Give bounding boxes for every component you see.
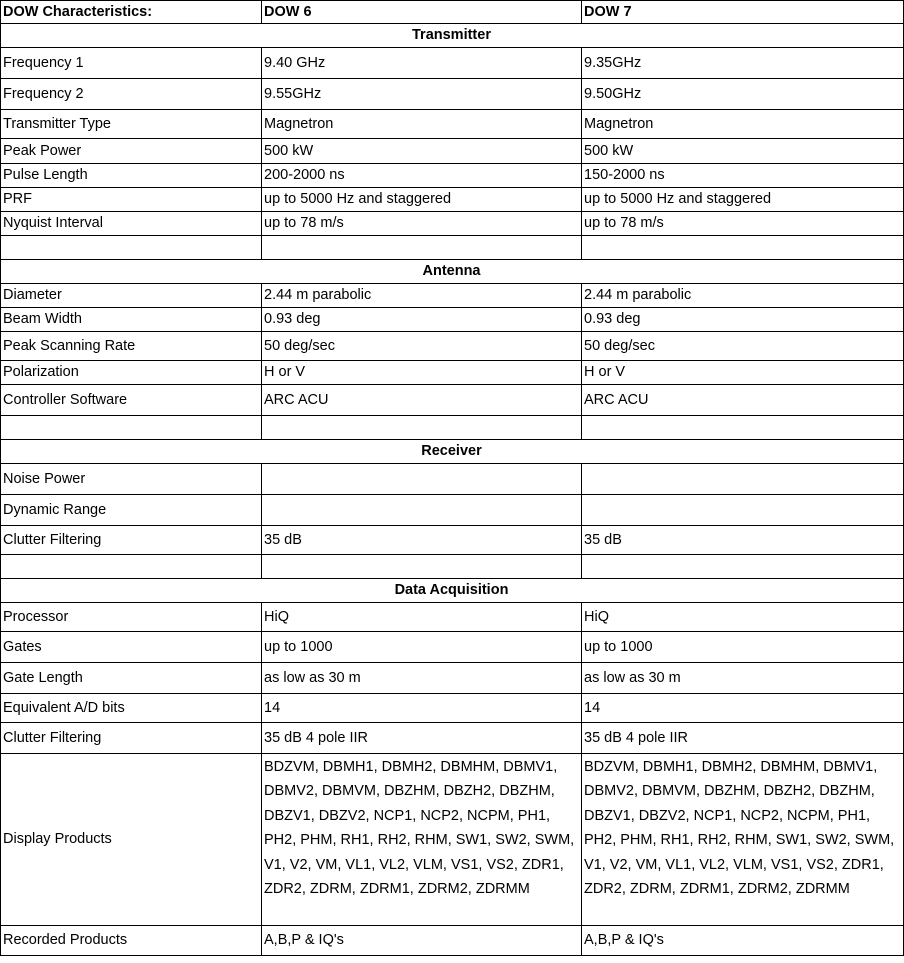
row-dow7-value: H or V [582,361,904,385]
table-row [1,385,904,416]
row-label: Beam Width [1,308,262,332]
row-dow7-value: BDZVM, DBMH1, DBMH2, DBMHM, DBMV1, DBMV2, DBMVM, DBZHM, DBZH2, DBZHM, DBZV1, DBZV2, NCP1, NCP2, NCPM, PH1, PH2, PHM, RH1, RH2, RHM, SW1, SW2, SWM, V1, V2, VM, VL1, VL2, VLM, VS1, VS2, ZDR1, ZDR2, ZDRM, ZDRM1, ZDRM2, ZDRMM [582,754,904,926]
table-row [1,48,904,79]
table-row [1,926,904,956]
section-title-antenna: Antenna [1,260,904,284]
table-row [1,212,904,236]
row-label: Diameter [1,284,262,308]
row-label: Gate Length [1,663,262,694]
row-label: Recorded Products [1,926,262,956]
row-dow6-value: H or V [262,361,582,385]
table-row [1,603,904,632]
header-label: DOW Characteristics: [1,1,262,24]
section-row-receiver [1,440,904,464]
table-row [1,164,904,188]
row-label: Peak Power [1,139,262,164]
row-dow6-value: up to 1000 [262,632,582,663]
table-row [1,284,904,308]
row-dow6-value: A,B,P & IQ's [262,926,582,956]
section-title-transmitter: Transmitter [1,24,904,48]
row-dow7-value: as low as 30 m [582,663,904,694]
row-dow7-value: HiQ [582,603,904,632]
table-row [1,754,904,926]
row-label: Clutter Filtering [1,723,262,754]
row-label: Frequency 1 [1,48,262,79]
row-dow7-value: 500 kW [582,139,904,164]
row-dow6-value: 0.93 deg [262,308,582,332]
row-dow7-value: 2.44 m parabolic [582,284,904,308]
row-label: Nyquist Interval [1,212,262,236]
row-label: Pulse Length [1,164,262,188]
row-dow6-value: 200-2000 ns [262,164,582,188]
header-dow7: DOW 7 [582,1,904,24]
row-label: Frequency 2 [1,79,262,110]
row-dow6-value: HiQ [262,603,582,632]
row-dow7-value: 9.50GHz [582,79,904,110]
row-dow7-value [582,495,904,526]
table-row [1,464,904,495]
section-row-data-acquisition [1,579,904,603]
row-label: Peak Scanning Rate [1,332,262,361]
table-row [1,79,904,110]
row-label: Controller Software [1,385,262,416]
row-dow6-value: 35 dB [262,526,582,555]
row-label: Clutter Filtering [1,526,262,555]
row-dow7-value: up to 78 m/s [582,212,904,236]
row-label: Noise Power [1,464,262,495]
row-dow7-value: Magnetron [582,110,904,139]
row-label: Equivalent A/D bits [1,694,262,723]
row-dow6-value: as low as 30 m [262,663,582,694]
spacer-row [1,416,904,440]
table-row [1,526,904,555]
table-row [1,663,904,694]
row-dow7-value: 0.93 deg [582,308,904,332]
section-title-receiver: Receiver [1,440,904,464]
row-dow6-value: 9.55GHz [262,79,582,110]
table-row [1,632,904,663]
row-label: Display Products [1,754,262,926]
row-label: PRF [1,188,262,212]
row-dow6-value: 14 [262,694,582,723]
row-dow6-value: 50 deg/sec [262,332,582,361]
section-row-antenna [1,260,904,284]
row-dow6-value [262,464,582,495]
table-row [1,308,904,332]
row-dow7-value: 9.35GHz [582,48,904,79]
table-row [1,139,904,164]
row-dow7-value [582,464,904,495]
row-dow7-value: up to 1000 [582,632,904,663]
section-row-transmitter [1,24,904,48]
section-title-data-acquisition: Data Acquisition [1,579,904,603]
table-row [1,694,904,723]
row-dow7-value: 50 deg/sec [582,332,904,361]
table-header-row [1,1,904,24]
row-label: Transmitter Type [1,110,262,139]
row-dow6-value: up to 5000 Hz and staggered [262,188,582,212]
row-dow7-value: 14 [582,694,904,723]
row-dow7-value: A,B,P & IQ's [582,926,904,956]
table-row [1,495,904,526]
row-dow7-value: up to 5000 Hz and staggered [582,188,904,212]
row-label: Polarization [1,361,262,385]
row-dow6-value: up to 78 m/s [262,212,582,236]
row-dow6-value: 2.44 m parabolic [262,284,582,308]
row-dow6-value: ARC ACU [262,385,582,416]
table-row [1,332,904,361]
row-dow7-value: 150-2000 ns [582,164,904,188]
table-row [1,110,904,139]
row-dow7-value: ARC ACU [582,385,904,416]
row-dow7-value: 35 dB [582,526,904,555]
row-label: Processor [1,603,262,632]
spacer-row [1,555,904,579]
row-dow6-value: 9.40 GHz [262,48,582,79]
table-row [1,361,904,385]
header-dow6: DOW 6 [262,1,582,24]
row-dow6-value [262,495,582,526]
row-dow7-value: 35 dB 4 pole IIR [582,723,904,754]
spacer-row [1,236,904,260]
table-row [1,188,904,212]
row-label: Gates [1,632,262,663]
row-dow6-value: 500 kW [262,139,582,164]
row-dow6-value: 35 dB 4 pole IIR [262,723,582,754]
row-dow6-value: Magnetron [262,110,582,139]
table-row [1,723,904,754]
row-dow6-value: BDZVM, DBMH1, DBMH2, DBMHM, DBMV1, DBMV2, DBMVM, DBZHM, DBZH2, DBZHM, DBZV1, DBZV2, NCP1, NCP2, NCPM, PH1, PH2, PHM, RH1, RH2, RHM, SW1, SW2, SWM, V1, V2, VM, VL1, VL2, VLM, VS1, VS2, ZDR1, ZDR2, ZDRM, ZDRM1, ZDRM2, ZDRMM [262,754,582,926]
row-label: Dynamic Range [1,495,262,526]
